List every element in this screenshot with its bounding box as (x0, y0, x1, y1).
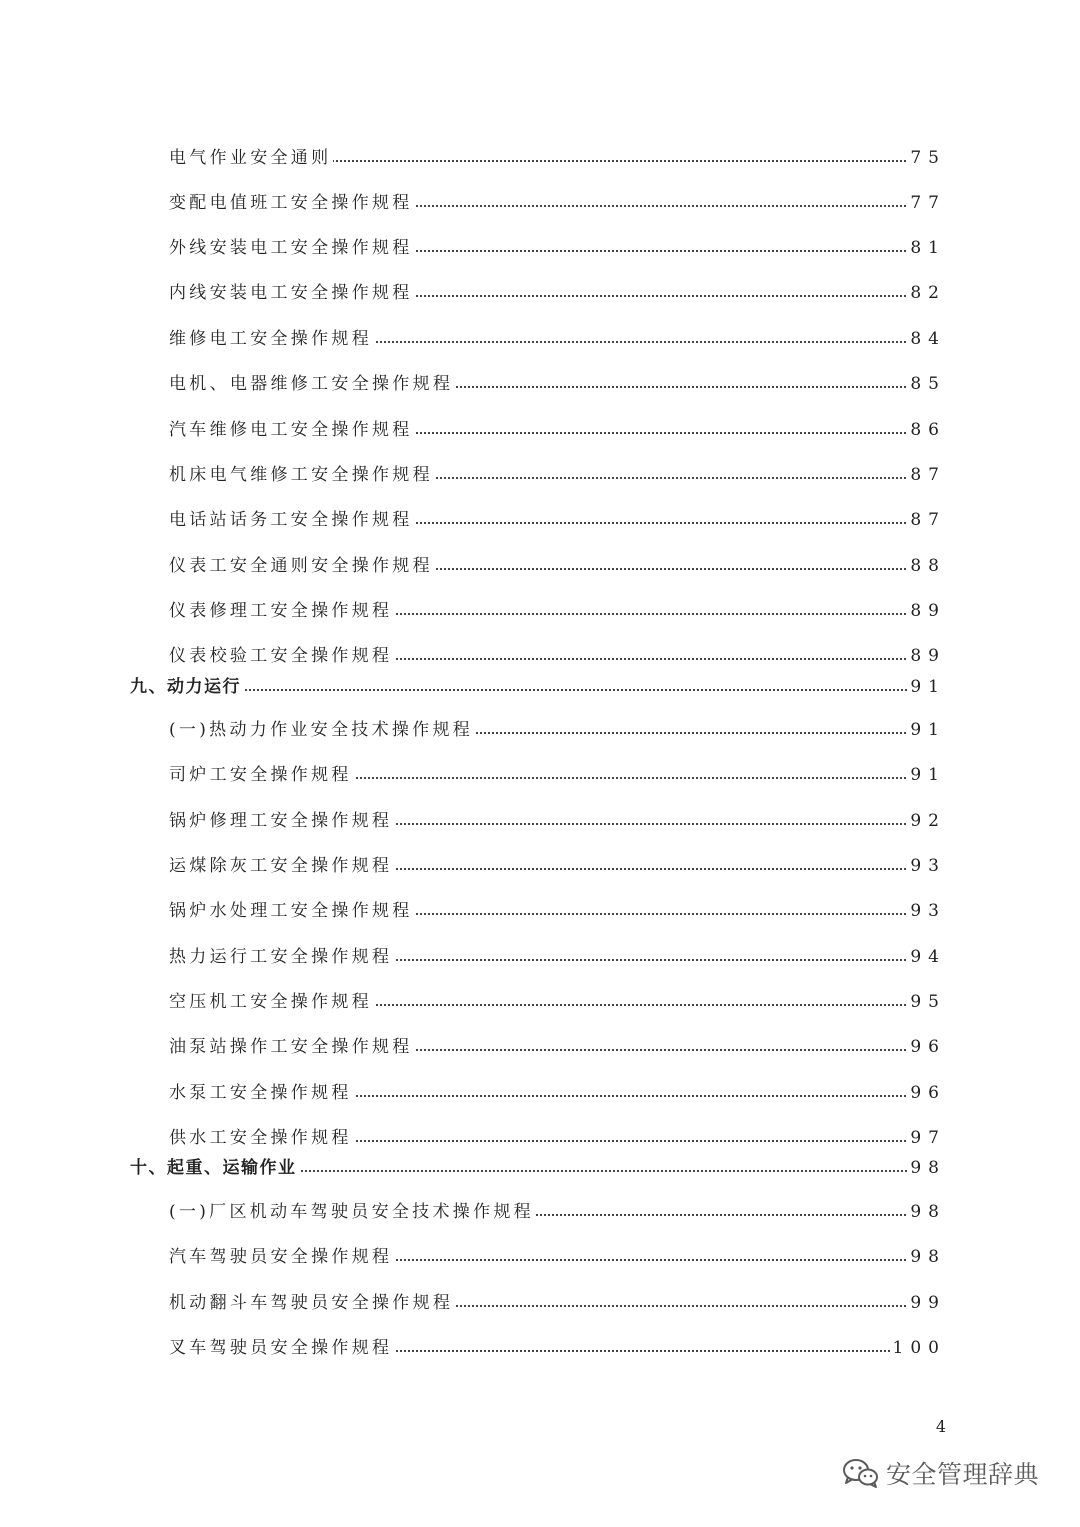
toc-entry-title: 仪表工安全通则安全操作规程 (169, 551, 435, 581)
toc-entry-title: 变配电值班工安全操作规程 (169, 188, 415, 218)
toc-entry-row (0, 641, 1080, 671)
toc-entry-row (0, 415, 1080, 445)
toc-entry-row (0, 987, 1080, 1017)
toc-section-row (0, 1153, 1080, 1183)
toc-entry-row (0, 760, 1080, 790)
toc-page-number: 87 (908, 460, 946, 490)
toc-page-number: 99 (908, 1288, 946, 1318)
toc-entry-title: 机动翻斗车驾驶员安全操作规程 (169, 1288, 455, 1318)
toc-page-number: 81 (908, 233, 946, 263)
toc-page-number: 91 (908, 760, 946, 790)
toc-page-number: 88 (908, 551, 946, 581)
toc-entry-title: 仪表修理工安全操作规程 (169, 596, 394, 626)
toc-page-number: 85 (908, 369, 946, 399)
toc-entry-title: (一)热动力作业安全技术操作规程 (169, 715, 475, 745)
toc-entry-row (0, 460, 1080, 490)
toc-entry-title: 电机、电器维修工安全操作规程 (169, 369, 455, 399)
toc-page-number: 91 (908, 672, 946, 702)
toc-entry-row (0, 896, 1080, 926)
wechat-icon (842, 1457, 880, 1489)
toc-entry-row (0, 1032, 1080, 1062)
toc-page-number: 92 (908, 806, 946, 836)
toc-page-number: 89 (908, 641, 946, 671)
toc-page-number: 86 (908, 415, 946, 445)
toc-section-row (0, 672, 1080, 702)
toc-entry-row (0, 942, 1080, 972)
toc-page-number: 96 (908, 1078, 946, 1108)
toc-entry-row (0, 233, 1080, 263)
toc-entry-title: 维修电工安全操作规程 (169, 324, 374, 354)
toc-entry-title: 汽车驾驶员安全操作规程 (169, 1242, 394, 1272)
toc-entry-title: 锅炉修理工安全操作规程 (169, 806, 394, 836)
page-number: 4 (935, 1417, 946, 1436)
toc-leader-dots (130, 689, 942, 691)
toc-page-number: 77 (908, 188, 946, 218)
toc-entry-title: 内线安装电工安全操作规程 (169, 278, 415, 308)
watermark-text: 安全管理辞典 (886, 1460, 1040, 1489)
toc-entry-title: 汽车维修电工安全操作规程 (169, 415, 415, 445)
toc-section-title: 十、起重、运输作业 (130, 1153, 299, 1183)
toc-entry-row (0, 806, 1080, 836)
toc-entry-row (0, 1078, 1080, 1108)
toc-entry-title: 供水工安全操作规程 (169, 1123, 354, 1153)
toc-entry-row (0, 505, 1080, 535)
toc-entry-title: 仪表校验工安全操作规程 (169, 641, 394, 671)
watermark (842, 1455, 1039, 1491)
toc-entry-title: (一)厂区机动车驾驶员安全技术操作规程 (169, 1197, 536, 1227)
toc-entry-title: 锅炉水处理工安全操作规程 (169, 896, 415, 926)
toc-page-number: 84 (908, 324, 946, 354)
toc-page-number: 97 (908, 1123, 946, 1153)
toc-page-number: 89 (908, 596, 946, 626)
toc-entry-row (0, 143, 1080, 173)
toc-entry-title: 外线安装电工安全操作规程 (169, 233, 415, 263)
toc-page-number: 95 (908, 987, 946, 1017)
toc-entry-title: 电话站话务工安全操作规程 (169, 505, 415, 535)
toc-entry-row (0, 551, 1080, 581)
toc-entry-title: 热力运行工安全操作规程 (169, 942, 394, 972)
toc-entry-row (0, 1242, 1080, 1272)
toc-entry-title: 油泵站操作工安全操作规程 (169, 1032, 415, 1062)
toc-page-number: 98 (908, 1197, 946, 1227)
toc-page-number: 87 (908, 505, 946, 535)
toc-entry-row (0, 1123, 1080, 1153)
toc-entry-row (0, 1197, 1080, 1227)
toc-entry-row (0, 1288, 1080, 1318)
toc-entry-row (0, 188, 1080, 218)
toc-page-number: 96 (908, 1032, 946, 1062)
toc-page-number: 75 (908, 143, 946, 173)
toc-entry-title: 空压机工安全操作规程 (169, 987, 374, 1017)
toc-entry-row (0, 715, 1080, 745)
toc-page-number: 82 (908, 278, 946, 308)
toc-page-number: 94 (908, 942, 946, 972)
toc-page-number: 93 (908, 851, 946, 881)
toc-entry-row (0, 1333, 1080, 1363)
toc-entry-title: 电气作业安全通则 (169, 143, 333, 173)
toc-page-number: 98 (908, 1242, 946, 1272)
toc-entry-row (0, 596, 1080, 626)
toc-entry-row (0, 369, 1080, 399)
toc-page-number: 91 (908, 715, 946, 745)
toc-entry-title: 运煤除灰工安全操作规程 (169, 851, 394, 881)
toc-page-number: 93 (908, 896, 946, 926)
toc-entry-row (0, 278, 1080, 308)
toc-entry-row (0, 851, 1080, 881)
toc-entry-title: 机床电气维修工安全操作规程 (169, 460, 435, 490)
toc-section-title: 九、动力运行 (130, 672, 243, 702)
toc-entry-row (0, 324, 1080, 354)
toc-entry-title: 叉车驾驶员安全操作规程 (169, 1333, 394, 1363)
toc-entry-title: 水泵工安全操作规程 (169, 1078, 354, 1108)
toc-entry-title: 司炉工安全操作规程 (169, 760, 354, 790)
toc-page-number: 98 (908, 1153, 946, 1183)
toc-page-number: 100 (891, 1333, 946, 1363)
